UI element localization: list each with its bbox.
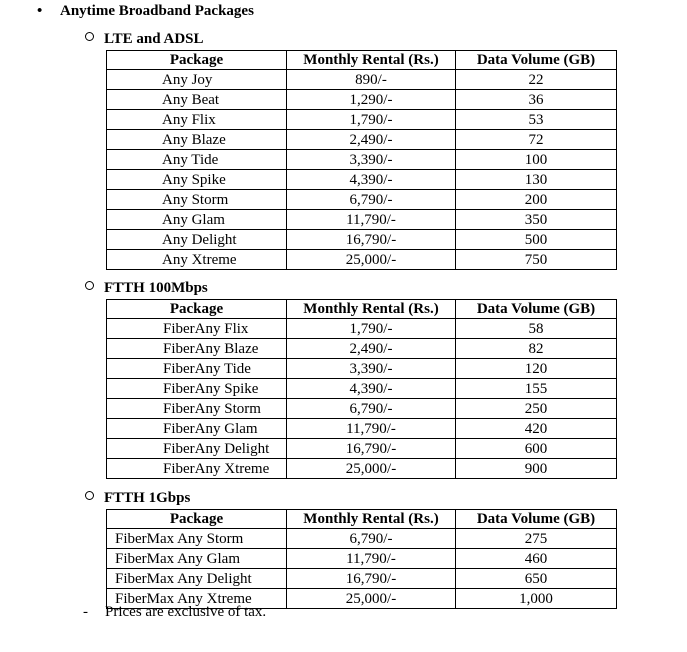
package-name-cell: Any Xtreme [107, 250, 287, 270]
table-row [107, 90, 617, 110]
data-volume-cell: 900 [456, 459, 617, 479]
data-volume-cell: 275 [456, 529, 617, 549]
header-monthly-rental: Monthly Rental (Rs.) [287, 51, 456, 70]
package-name-cell: FiberAny Storm [107, 399, 287, 419]
table-row [107, 250, 617, 270]
monthly-rental-cell: 1,790/- [287, 319, 456, 339]
monthly-rental-cell: 2,490/- [287, 130, 456, 150]
data-volume-cell: 650 [456, 569, 617, 589]
header-data-volume: Data Volume (GB) [456, 510, 617, 529]
package-name-cell: FiberMax Any Glam [107, 549, 287, 569]
monthly-rental-cell: 4,390/- [287, 170, 456, 190]
table-row [107, 170, 617, 190]
table-row [107, 70, 617, 90]
package-name-cell: Any Storm [107, 190, 287, 210]
table-row [107, 339, 617, 359]
data-volume-cell: 1,000 [456, 589, 617, 609]
table-row [107, 569, 617, 589]
package-name-cell: FiberAny Tide [107, 359, 287, 379]
header-monthly-rental: Monthly Rental (Rs.) [287, 300, 456, 319]
table-row [107, 379, 617, 399]
data-volume-cell: 250 [456, 399, 617, 419]
data-volume-cell: 500 [456, 230, 617, 250]
table-row [107, 210, 617, 230]
tax-note-text: Prices are exclusive of tax. [105, 604, 267, 620]
package-name-cell: Any Tide [107, 150, 287, 170]
monthly-rental-cell: 6,790/- [287, 399, 456, 419]
monthly-rental-cell: 11,790/- [287, 549, 456, 569]
package-name-cell: Any Flix [107, 110, 287, 130]
package-name-cell: Any Blaze [107, 130, 287, 150]
header-data-volume: Data Volume (GB) [456, 51, 617, 70]
monthly-rental-cell: 3,390/- [287, 359, 456, 379]
table-row [107, 459, 617, 479]
monthly-rental-cell: 11,790/- [287, 419, 456, 439]
table-row [107, 529, 617, 549]
data-volume-cell: 750 [456, 250, 617, 270]
table-header-row [107, 51, 617, 70]
table-row [107, 150, 617, 170]
data-volume-cell: 130 [456, 170, 617, 190]
data-volume-cell: 72 [456, 130, 617, 150]
package-name-cell: FiberMax Any Delight [107, 569, 287, 589]
data-volume-cell: 120 [456, 359, 617, 379]
section-heading-lte-adsl: LTE and ADSL [85, 31, 204, 48]
monthly-rental-cell: 890/- [287, 70, 456, 90]
package-name-cell: FiberMax Any Xtreme [107, 589, 287, 609]
table-lte-adsl [106, 50, 617, 270]
header-data-volume: Data Volume (GB) [456, 300, 617, 319]
package-name-cell: FiberAny Blaze [107, 339, 287, 359]
header-package: Package [107, 51, 287, 70]
monthly-rental-cell: 1,790/- [287, 110, 456, 130]
monthly-rental-cell: 11,790/- [287, 210, 456, 230]
monthly-rental-cell: 16,790/- [287, 569, 456, 589]
table-row [107, 130, 617, 150]
table-row [107, 399, 617, 419]
data-volume-cell: 82 [456, 339, 617, 359]
monthly-rental-cell: 6,790/- [287, 529, 456, 549]
monthly-rental-cell: 25,000/- [287, 589, 456, 609]
data-volume-cell: 420 [456, 419, 617, 439]
data-volume-cell: 22 [456, 70, 617, 90]
table-header-row [107, 300, 617, 319]
table-row [107, 359, 617, 379]
data-volume-cell: 600 [456, 439, 617, 459]
table-row [107, 110, 617, 130]
table-ftth-1gbps [106, 509, 617, 609]
package-name-cell: FiberAny Spike [107, 379, 287, 399]
circle-bullet-icon [85, 32, 94, 41]
monthly-rental-cell: 4,390/- [287, 379, 456, 399]
monthly-rental-cell: 16,790/- [287, 230, 456, 250]
package-name-cell: Any Spike [107, 170, 287, 190]
main-heading-text: Anytime Broadband Packages [60, 3, 254, 19]
package-name-cell: FiberMax Any Storm [107, 529, 287, 549]
dash-bullet: - [83, 604, 88, 620]
package-name-cell: FiberAny Delight [107, 439, 287, 459]
section-heading-ftth-1gbps: FTTH 1Gbps [85, 490, 190, 507]
circle-bullet-icon [85, 491, 94, 500]
tax-note [83, 604, 266, 621]
section-heading-ftth-100mbps: FTTH 100Mbps [85, 280, 208, 297]
data-volume-cell: 100 [456, 150, 617, 170]
monthly-rental-cell: 16,790/- [287, 439, 456, 459]
header-package: Package [107, 300, 287, 319]
monthly-rental-cell: 2,490/- [287, 339, 456, 359]
data-volume-cell: 58 [456, 319, 617, 339]
data-volume-cell: 350 [456, 210, 617, 230]
package-name-cell: FiberAny Glam [107, 419, 287, 439]
data-volume-cell: 200 [456, 190, 617, 210]
data-volume-cell: 460 [456, 549, 617, 569]
header-package: Package [107, 510, 287, 529]
table-header-row [107, 510, 617, 529]
table-row [107, 549, 617, 569]
table-ftth-100mbps [106, 299, 617, 479]
bullet-icon: • [37, 3, 43, 19]
monthly-rental-cell: 3,390/- [287, 150, 456, 170]
table-row [107, 439, 617, 459]
table-row [107, 419, 617, 439]
data-volume-cell: 155 [456, 379, 617, 399]
package-name-cell: FiberAny Xtreme [107, 459, 287, 479]
monthly-rental-cell: 6,790/- [287, 190, 456, 210]
package-name-cell: Any Delight [107, 230, 287, 250]
package-name-cell: Any Glam [107, 210, 287, 230]
header-monthly-rental: Monthly Rental (Rs.) [287, 510, 456, 529]
table-row [107, 319, 617, 339]
data-volume-cell: 36 [456, 90, 617, 110]
data-volume-cell: 53 [456, 110, 617, 130]
package-name-cell: Any Beat [107, 90, 287, 110]
table-row [107, 190, 617, 210]
monthly-rental-cell: 1,290/- [287, 90, 456, 110]
monthly-rental-cell: 25,000/- [287, 459, 456, 479]
package-name-cell: FiberAny Flix [107, 319, 287, 339]
monthly-rental-cell: 25,000/- [287, 250, 456, 270]
circle-bullet-icon [85, 281, 94, 290]
package-name-cell: Any Joy [107, 70, 287, 90]
table-row [107, 230, 617, 250]
